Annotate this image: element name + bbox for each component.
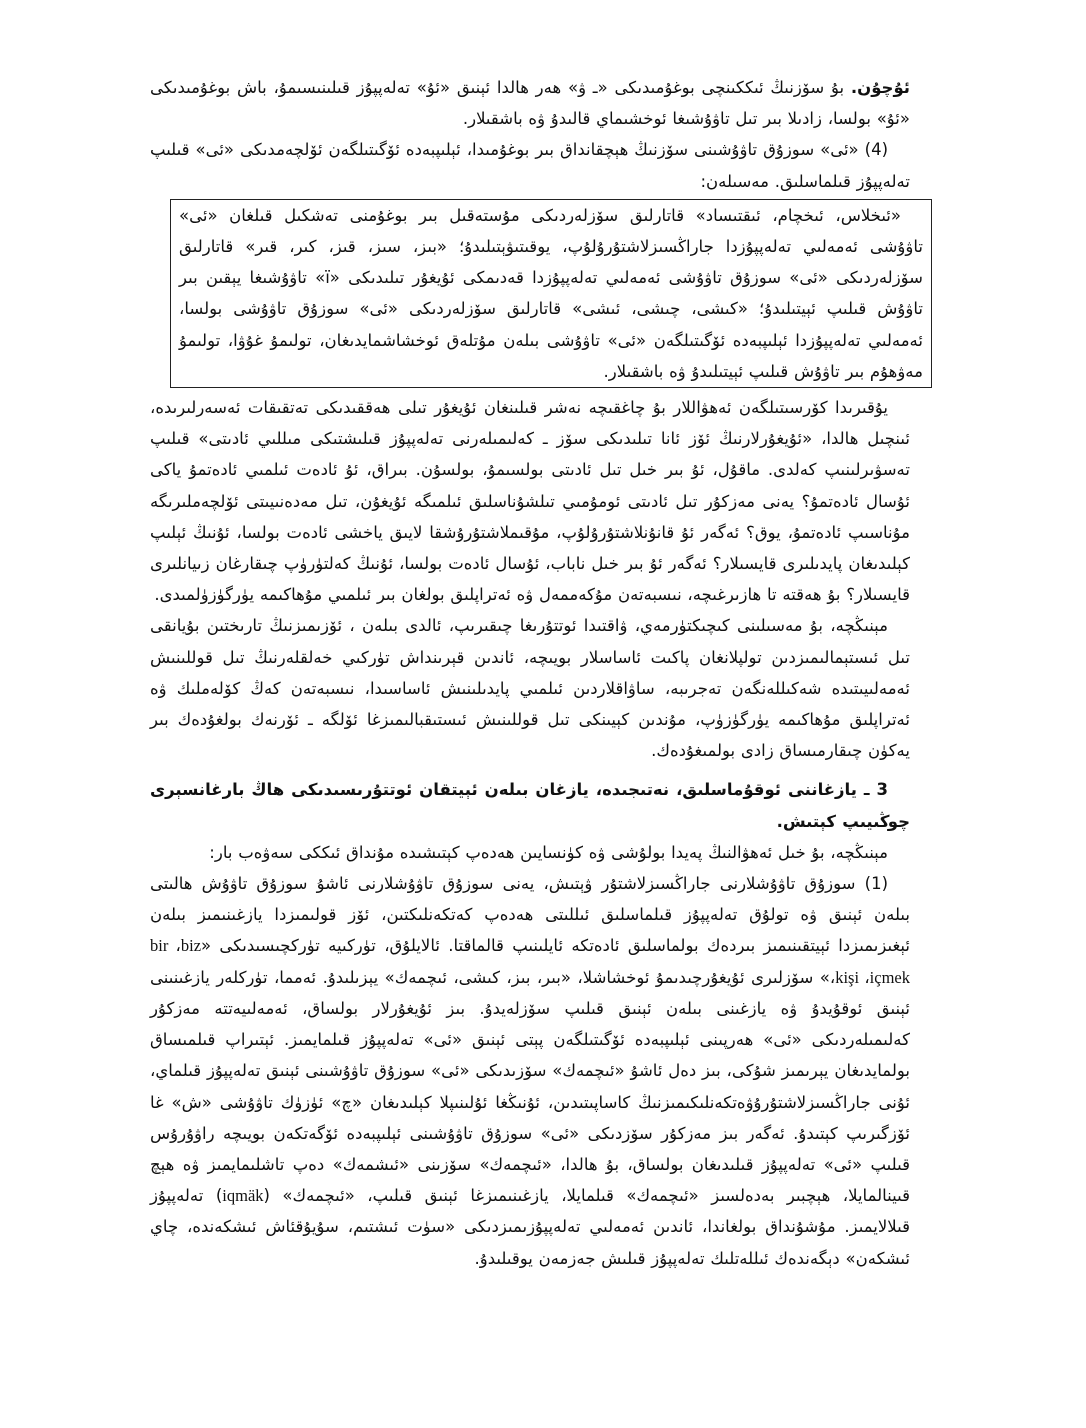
latin-transcription: iqmäk [222, 1186, 264, 1206]
paragraph-7-text-middle: » سۆزلىرى ئۇيغۇرچىدىمۇ ئوخشاشلا، «بىر، بىز، كىشى، ئىچمەك» يېزىلىدۇ. ئەمما، تۈركلەر يازغىنىنى ئېنىق ئوقۇيدۇ ۋە يازغىنى بىلەن ئېنىق قىلىپ سۆزلەيدۇ. بىز ئۇيغۇرلار بولساق، ئەمەلىيەتتە مەزكۇر كەلىمىلەردىكى «ئى» ھەرپىنى ئېلىپبەدە ئۆگىتىلگەن پېتى ئېنىق «ئى» تەلەپپۇز قىلمايمىز. ئېتىراپ قىلمىساق بولمايدىغان يېرىمىز شۇكى، بىز دەل ئاشۇ «ئىچمەك» سۆزىدىكى «ئى» سوزۇق تاۋۇشىنى ئېنىق تەلەپپۇز قىلماي، ئۇنى جاراڭسىزلاشتۇرۇۋەتكەنلىكىمىزنىڭ كاساپىتىدىن، ئۇنىڭغا ئۇلىنىپلا كېلىدىغان «چ» ئۈزۈك تاۋۇشى «ش» غا ئۆزگىرىپ كېتىدۇ. ئەگەر بىز مەزكۇر سۆزدىكى «ئى» سوزۇق تاۋۇشىنى ئېلىپبەدە ئۆگەتكەن بويىچە راۋۇرۇس قىلىپ «ئى» تەلەپپۇز قىلىدىغان بولساق، بۇ ھالدا، «ئىچمەك» سۆزىنى «ئىشمەك» دەپ تاشلىمايمىز ۋە ھېچ قىينالمايلا، ھېچبىر بەدەلسىز «ئىچمەك» قىلمايلا، يازغىنىمىزغا ئېنىق قىلىپ، «ئىچمەك» ( [150, 967, 910, 1206]
boxed-example-paragraph: «ئىخلاس، ئىخچام، ئىقتىساد» قاتارلىق سۆزلەردىكى مۇستەقىل بىر بوغۇمنى تەشكىل قىلغان «ئى» تاۋۇشى ئەمەلىي تەلەپپۇزدا جاراڭسىزلاشتۇرۇلۇپ، يوقىتىۋېتىلىدۇ؛ «بىز، سىز، قىز، كىر، قىر» قاتارلىق سۆزلەردىكى «ئى» سوزۇق تاۋۇشى ئەمەلىي تەلەپپۇزدا قەدىمكى ئۇيغۇر تىلىدىكى «ï» تاۋۇشىغا يېقىن بىر تاۋۇش قىلىپ ئېيتىلىدۇ؛ «كىشى، چىشى، ئىشى» قاتارلىق سۆزلەردىكى «ئى» سوزۇق تاۋۇشى بولسا، ئەمەلىي تەلەپپۇزدا ئېلىپبەدە ئۆگىتىلگەن «ئى» تاۋۇشى بىلەن مۇتلەق ئوخشاشمايدىغان، تولىمۇ غۇۋا، تولىمۇ مەۋھۇم بىر تاۋۇش قىلىپ ئېيتىلىدۇ ۋە باشقىلار. [170, 199, 932, 388]
section-heading-3: 3 ـ يازغاننى ئوقۇماسلىق، نەتىجىدە، يازغان بىلەن ئېيتقان ئوتتۇرىسىدىكى ھاڭ بارغانسېرى چوڭىيىپ كېتىش. [150, 780, 910, 831]
paragraph-7-text-start: (1) سوزۇق تاۋۇشلارنى جاراڭسىزلاشتۇر ۋېتىش، يەنى سوزۇق تاۋۇشلارنى ئاشۇ سوزۇق تاۋۇش ھالىتى بىلەن ئېنىق ۋە تولۇق تەلەپپۇز قىلماسلىق ئىللىتى ھەدەپ كەتكەنلىكتىن، ئۆز قولىمىزدا يازغىنىمىز بىلەن ئېغىزىمىزدا ئېيتقىنىمىز بىردەك بولماسلىق ئادەتكە ئايلىنىپ قالماقتا. ئالايلۇق، تۈركىيە تۈركچىسىدىكى « [150, 874, 911, 956]
paragraph-lead-word: ئۇچۇن. [850, 78, 910, 97]
paragraph-7-text-end: ) تەلەپپۇز قىلالايمىز. مۇشۇنداق بولغاندا، ئاندىن ئەمەلىي تەلەپپۇزىمىزدىكى «سۈت ئىشتىم، سۇيۇقئاش ئىشكەندە، چاي ئىشكەن» دېگەندەك ئىللەتلىك تەلەپپۇز قىلىش جەزمەن يوقىلىدۇ. [150, 1186, 910, 1268]
paragraph-6: مېنىڭچە، بۇ خىل ئەھۋالنىڭ پەيدا بولۇشى ۋە كۈنسايىن ھەدەپ كېتىشىدە مۇنداق ئىككى سەۋەب بار: [209, 842, 888, 862]
paragraph-4: يۇقىرىدا كۆرسىتىلگەن ئەھۋاللار بۇ چاغقىچە نەشر قىلىنغان ئۇيغۇر تىلى ھەققىدىكى تەتقىقات ئەسەرلىرىدە، ئىنچىل ھالدا، «ئۇيغۇرلارنىڭ ئۆز ئانا تىلىدىكى سۆز ـ كەلىمىلەرنى تەلەپپۇز قىلىشتىكى مىللىي ئادىتى» قىلىپ تەسۋىرلىنىپ كەلدى. ماقۇل، ئۇ بىر خىل تىل ئادىتى بولسىمۇ، بولسۇن. بىراق، ئۇ ئادەت ئىلمىي ئادەتمۇ ياكى ئۇسال ئادەتمۇ؟ يەنى مەزكۇر تىل ئادىتى ئومۇمىي تىلشۇناسلىق ئىلمىگە ئۇيغۇن، تىل مەدەنىيىتى ئۆلچەملىرىگە مۇناسىپ ئادەتمۇ، يوق؟ ئەگەر ئۇ قانۇنلاشتۇرۇلۇپ، مۇقىملاشتۇرۇشقا لايىق ياخشى ئادەت بولسا، ئۇنىڭ ئېلىپ كېلىدىغان پايدىلىرى قايسىلار؟ ئەگەر ئۇ بىر خىل ناباب، ئۇسال ئادەت بولسا، ئۇنىڭ كەلتۈرۈپ چىقارغان زىيانلىرى قايسىلار؟ بۇ ھەقتە تا ھازىرغىچە، نىسبەتەن مۇكەممەل ۋە ئەتراپلىق بولغان بىر ئىلمىي مۇھاكىمە يۈرگۈزۈلمىدى. [150, 398, 910, 605]
document-page [150, 72, 924, 1274]
paragraph-1-text: بۇ سۆزنىڭ ئىككىنچى بوغۇمىدىكى «ـ ۋ» ھەر ھالدا ئېنىق «ئۇ» تەلەپپۇز قىلىنىسىمۇ، باش بوغۇمىدىكى «ئۇ» بولسا، زادىلا بىر تىل تاۋۇشىغا ئوخشىماي قالىدۇ ۋە باشقىلار. [150, 78, 910, 129]
paragraph-1 [150, 72, 910, 134]
paragraph-5: مېنىڭچە، بۇ مەسىلىنى كىچىكتۈرمەي، ۋاقتىدا ئوتتۇرىغا چىقىرىپ، ئالدى بىلەن ، ئۆزىمىزنىڭ تارىختىن بۇيانقى تىل ئىستېمالىمىزدىن تولپلانغان پاكىت ئاساسلار بويىچە، ئاندىن قېرىنداش تۈركىي خەلقلەرنىڭ تىل قوللىنىش ئەمەلىيىتىدە شەكىللەنگەن تەجرىبە، ساۋاقلاردىن ئىلمىي پايدىلىنىش ئاساسىدا، نىسبەتەن كەڭ كۆلەملىك ۋە ئەتراپلىق مۇھاكىمە يۈرگۈزۈپ، مۇندىن كېيىنكى تىل قوللىنىش ئىستىقبالىمىزغا ئۆلگە ـ ئۆرنەك بولغۇدەك بىر يەكۈن چىقارمىساق زادى بولمىغۇدەك. [150, 616, 910, 761]
paragraph-7 [150, 868, 910, 1274]
paragraph-2: (4) «ئى» سوزۇق تاۋۇشىنى سۆزنىڭ ھېچقانداق بىر بوغۇمىدا، ئېلىپبەدە ئۆگىتىلگەن ئۆلچەمدىكى «ئى» قىلىپ تەلەپپۇز قىلماسلىق. مەسىلەن: [150, 140, 910, 191]
turkish-words: bir ،biz ،kişi ،içmek [150, 936, 910, 987]
